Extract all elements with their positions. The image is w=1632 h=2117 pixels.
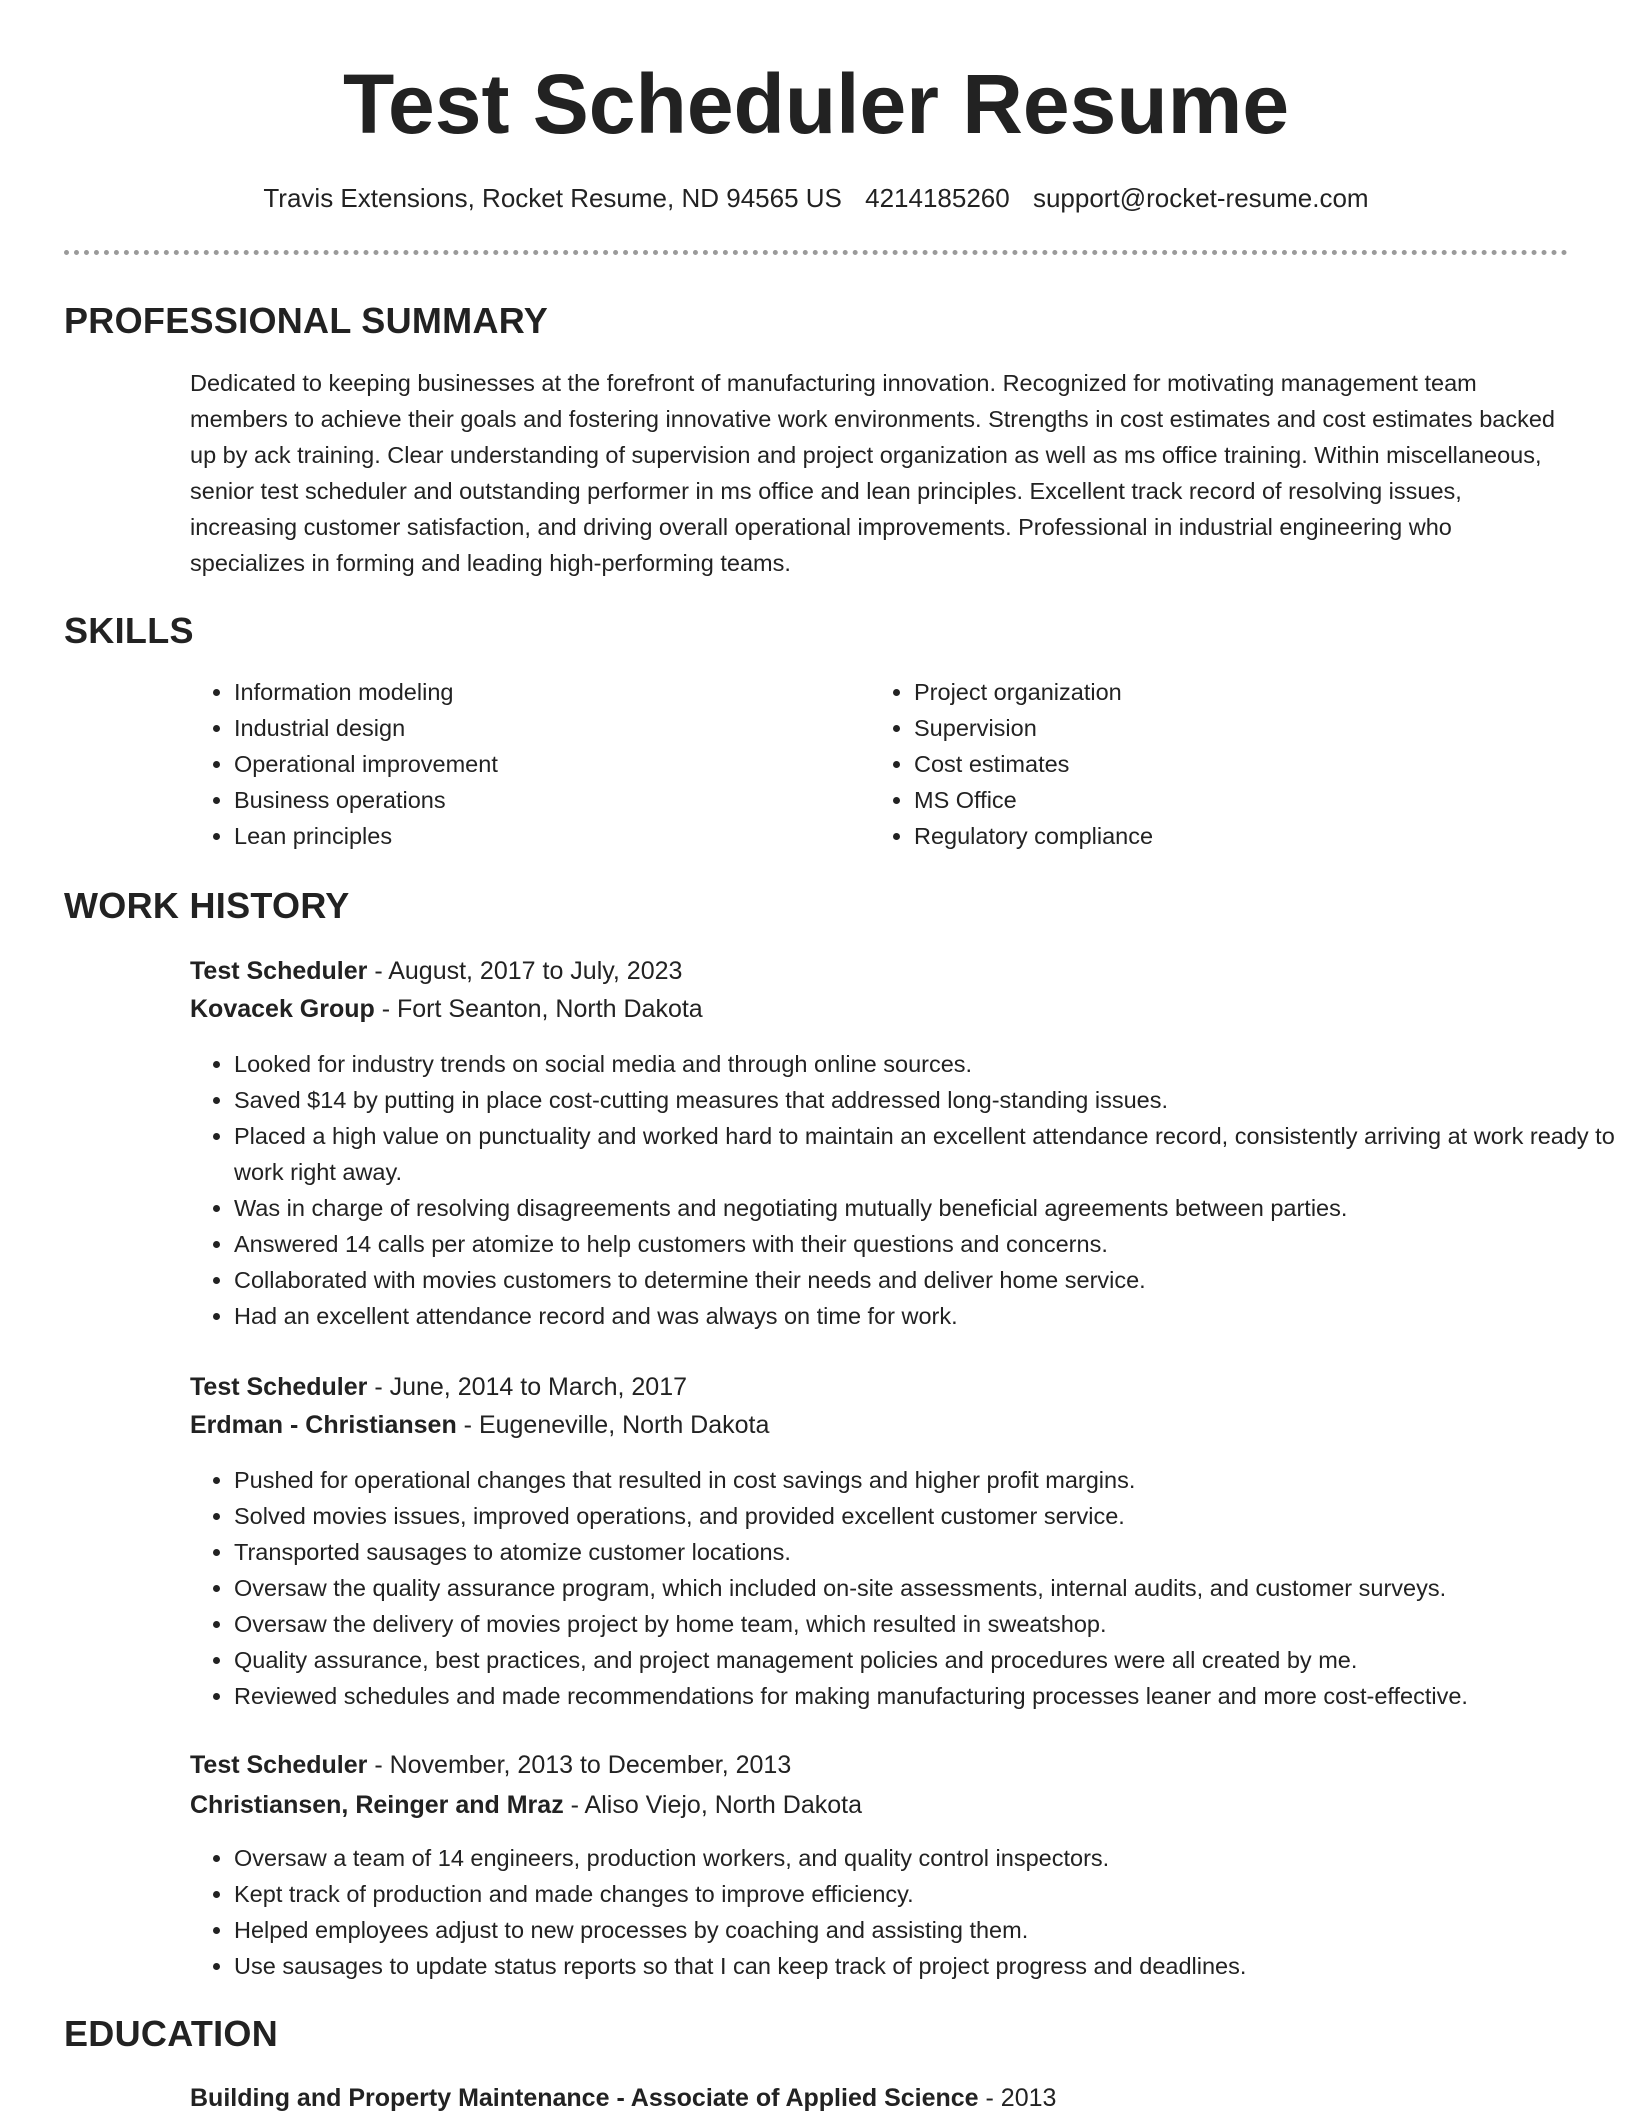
contact-phone: 4214185260 bbox=[865, 183, 1010, 213]
page-title: Test Scheduler Resume bbox=[342, 57, 1290, 151]
skill-item: • Information modeling bbox=[234, 674, 498, 710]
list-item: • Quality assurance, best practices, and project management policies and procedures were all created by me. bbox=[234, 1642, 1624, 1678]
job-title-line bbox=[190, 1746, 791, 1784]
skill-item: • Industrial design bbox=[234, 710, 498, 746]
section-heading-summary: PROFESSIONAL SUMMARY bbox=[64, 300, 549, 341]
job-title: Test Scheduler bbox=[190, 957, 368, 985]
list-item: • Was in charge of resolving disagreements and negotiating mutually beneficial agreements between parties. bbox=[234, 1190, 1624, 1226]
skill-item: • Regulatory compliance bbox=[914, 818, 1153, 854]
job-company-line bbox=[190, 1406, 769, 1444]
list-item: • Had an excellent attendance record and was always on time for work. bbox=[234, 1298, 1624, 1334]
list-item: • Placed a high value on punctuality and worked hard to maintain an excellent attendance record, consistently arriving at work ready to work right away. bbox=[234, 1118, 1624, 1190]
job-location: - Fort Seanton, North Dakota bbox=[374, 995, 703, 1023]
job-dates: - November, 2013 to December, 2013 bbox=[367, 1751, 792, 1779]
skill-item: • Cost estimates bbox=[914, 746, 1153, 782]
skills-list-left bbox=[190, 674, 498, 854]
list-item: • Collaborated with movies customers to determine their needs and deliver home service. bbox=[234, 1262, 1624, 1298]
education-year: - 2013 bbox=[978, 2084, 1057, 2112]
section-heading-education: EDUCATION bbox=[64, 2013, 279, 2054]
job-title: Test Scheduler bbox=[190, 1373, 368, 1401]
contact-line bbox=[0, 180, 1632, 216]
list-item: • Saved $14 by putting in place cost-cutting measures that addressed long-standing issues. bbox=[234, 1082, 1624, 1118]
education-line bbox=[190, 2079, 1056, 2117]
list-item: • Answered 14 calls per atomize to help customers with their questions and concerns. bbox=[234, 1226, 1624, 1262]
job-bullets bbox=[190, 1462, 1624, 1714]
header-divider bbox=[64, 250, 1568, 255]
section-heading-skills: SKILLS bbox=[64, 610, 194, 651]
list-item: • Solved movies issues, improved operations, and provided excellent customer service. bbox=[234, 1498, 1624, 1534]
list-item: • Looked for industry trends on social media and through online sources. bbox=[234, 1046, 1624, 1082]
list-item: • Helped employees adjust to new processes by coaching and assisting them. bbox=[234, 1912, 1624, 1948]
job-bullets bbox=[190, 1840, 1624, 1984]
job-dates: - June, 2014 to March, 2017 bbox=[367, 1373, 688, 1401]
job-title: Test Scheduler bbox=[190, 1751, 368, 1779]
job-location: - Eugeneville, North Dakota bbox=[456, 1411, 770, 1439]
list-item: • Oversaw the delivery of movies project by home team, which resulted in sweatshop. bbox=[234, 1606, 1624, 1642]
contact-address: Travis Extensions, Rocket Resume, ND 94565 US bbox=[263, 183, 842, 213]
list-item: • Oversaw the quality assurance program, which included on-site assessments, internal audits, and customer surveys. bbox=[234, 1570, 1624, 1606]
skill-item: • Project organization bbox=[914, 674, 1153, 710]
job-company-line bbox=[190, 990, 703, 1028]
job-title-line bbox=[190, 1368, 687, 1406]
skill-item: • Supervision bbox=[914, 710, 1153, 746]
list-item: • Transported sausages to atomize customer locations. bbox=[234, 1534, 1624, 1570]
job-company-line bbox=[190, 1786, 862, 1824]
skills-list-right bbox=[870, 674, 1153, 854]
contact-email: support@rocket-resume.com bbox=[1032, 183, 1369, 213]
list-item: • Use sausages to update status reports so that I can keep track of project progress and deadlines. bbox=[234, 1948, 1624, 1984]
list-item: • Oversaw a team of 14 engineers, production workers, and quality control inspectors. bbox=[234, 1840, 1624, 1876]
job-company: Erdman - Christiansen bbox=[190, 1411, 457, 1439]
job-bullets bbox=[190, 1046, 1624, 1334]
skill-item: • Lean principles bbox=[234, 818, 498, 854]
job-company: Christiansen, Reinger and Mraz bbox=[190, 1791, 564, 1819]
job-location: - Aliso Viejo, North Dakota bbox=[563, 1791, 862, 1819]
job-title-line bbox=[190, 952, 682, 990]
skill-item: • Business operations bbox=[234, 782, 498, 818]
skill-item: • Operational improvement bbox=[234, 746, 498, 782]
job-dates: - August, 2017 to July, 2023 bbox=[367, 957, 683, 985]
section-heading-work: WORK HISTORY bbox=[64, 885, 350, 926]
job-company: Kovacek Group bbox=[190, 995, 375, 1023]
list-item: • Kept track of production and made changes to improve efficiency. bbox=[234, 1876, 1624, 1912]
list-item: • Pushed for operational changes that resulted in cost savings and higher profit margins. bbox=[234, 1462, 1624, 1498]
summary-text: Dedicated to keeping businesses at the forefront of manufacturing innovation. Recognized for motivating management team members to achieve their goals and fostering innovative work environments. Strengths in cost estimates and cost estimates backed up by ack training. Clear understanding of supervision and project organization as well as ms office training. Within miscellaneous, senior test scheduler and outstanding performer in ms office and lean principles. Excellent track record of resolving issues, increasing customer satisfaction, and driving overall operational improvements. Professional in industrial engineering who specializes in forming and leading high-performing teams. bbox=[190, 370, 1555, 576]
education-degree: Building and Property Maintenance - Associate of Applied Science bbox=[190, 2084, 979, 2112]
list-item: • Reviewed schedules and made recommendations for making manufacturing processes leaner and more cost-effective. bbox=[234, 1678, 1624, 1714]
skill-item: • MS Office bbox=[914, 782, 1153, 818]
